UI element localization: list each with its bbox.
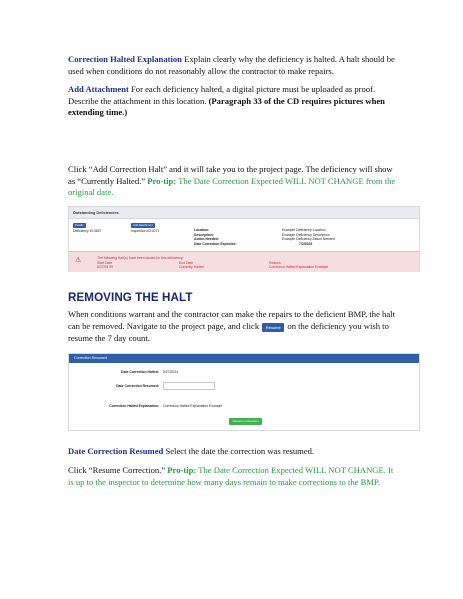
text-resume-correction: Click “Resume Correction.” xyxy=(68,465,168,475)
text-add-attachment-bold: (Paragraph 33 of the CD requires pictures when extending time.) xyxy=(68,95,385,118)
halt-message: The following Halt(s) have been issued for this deficiency: xyxy=(97,256,184,260)
text-removing-halt-after: on the deficiency you wish to resume the 7 day count. xyxy=(68,321,389,344)
label-date-resumed: Date Correction Resumed: xyxy=(116,384,159,388)
term-add-attachment: Add Attachment xyxy=(68,84,129,94)
text-add-correction-halt: Click “Add Correction Halt” and it will take you to the project page. The deficiency will show as “Currently Halted.” xyxy=(68,164,393,186)
col-start-date: Start Date xyxy=(97,260,113,265)
label-explanation: Correction Halted Explanation: xyxy=(109,404,159,408)
term-halted-explanation: Correction Halted Explanation xyxy=(68,54,182,64)
form-header: Correction Resumed xyxy=(69,354,419,363)
text-date-resumed: Select the date the correction was resumed. xyxy=(163,446,315,456)
protip-text-2: The Date Correction Expected WILL NOT CHANGE. It is up to the inspector to determine how many days remain to make corrections to the BMP. xyxy=(68,465,394,487)
screenshot-correction-resumed xyxy=(68,353,420,431)
paragraph-date-resumed xyxy=(68,446,398,458)
screenshot-outstanding-deficiencies xyxy=(68,206,420,272)
protip-text: The Date Correction Expected WILL NOT CHANGE from the original date. xyxy=(68,175,396,198)
halt-notice-row xyxy=(69,251,419,272)
label-location: Location: xyxy=(194,228,210,232)
col-reason: Reason xyxy=(269,260,281,265)
date-resumed-input[interactable] xyxy=(163,382,215,390)
halt-start-date: 8/27/24 09 xyxy=(97,264,114,269)
resume-correction-button[interactable]: Resume Correction xyxy=(229,418,262,425)
label-action: Action Needed: xyxy=(194,237,219,241)
label-date-halted: Date Correction Halted: xyxy=(121,370,159,374)
halt-warning-icon: ⚠ xyxy=(75,257,82,264)
halt-reason: Correction Halted Explanation Example xyxy=(269,264,329,269)
inspection-id: Inspection ID:4071 xyxy=(131,229,160,233)
paragraph-halted-explanation xyxy=(68,54,398,77)
paragraph-add-attachment xyxy=(68,84,398,119)
value-action: Example Deficiency Action Needed xyxy=(282,237,335,241)
protip-label-2: Pro-tip: xyxy=(167,465,197,475)
paragraph-resume-correction xyxy=(68,465,398,488)
details-button[interactable]: Details xyxy=(75,223,84,227)
value-location: Example Deficiency Location xyxy=(282,228,326,232)
deficiency-id: Deficiency ID:3657 xyxy=(73,229,102,233)
resume-button-inline[interactable]: Resume xyxy=(262,323,284,332)
paragraph-removing-halt xyxy=(68,308,398,345)
panel-header: Outstanding Deficiencies xyxy=(69,207,419,219)
text-add-attachment: For each deficiency halted, a digital picture must be uploaded as proof. Describe the attachment in this location. xyxy=(68,84,376,106)
text-removing-halt-before: When conditions warrant and the contractor can make the repairs to the deficient BMP, the halt can be removed. Navigate to the project page, and click xyxy=(68,309,395,332)
section-heading-removing-halt: REMOVING THE HALT xyxy=(68,291,193,304)
value-explanation: Correction Halted Explanation Example xyxy=(163,404,223,408)
value-date-halted: 9/27/2024 xyxy=(163,370,179,374)
text-halted-explanation: Explain clearly why the deficiency is halted. A halt should be used when conditions do not reasonably allow the contractor to make repairs. xyxy=(68,54,395,76)
label-expected: Date Correction Expected: xyxy=(194,241,237,246)
term-date-resumed: Date Correction Resumed xyxy=(68,446,164,456)
paragraph-add-correction-halt xyxy=(68,164,398,199)
value-description: Example Deficiency Description xyxy=(282,232,330,237)
protip-label: Pro-tip: xyxy=(147,175,177,186)
add-attachment-button[interactable]: Add Attachment xyxy=(133,223,153,227)
value-expected: 7/2/2025 xyxy=(299,241,313,246)
label-description: Description: xyxy=(194,232,214,237)
col-end-date: End Date xyxy=(179,260,194,265)
halt-end-status: Currently Halted xyxy=(179,264,204,269)
